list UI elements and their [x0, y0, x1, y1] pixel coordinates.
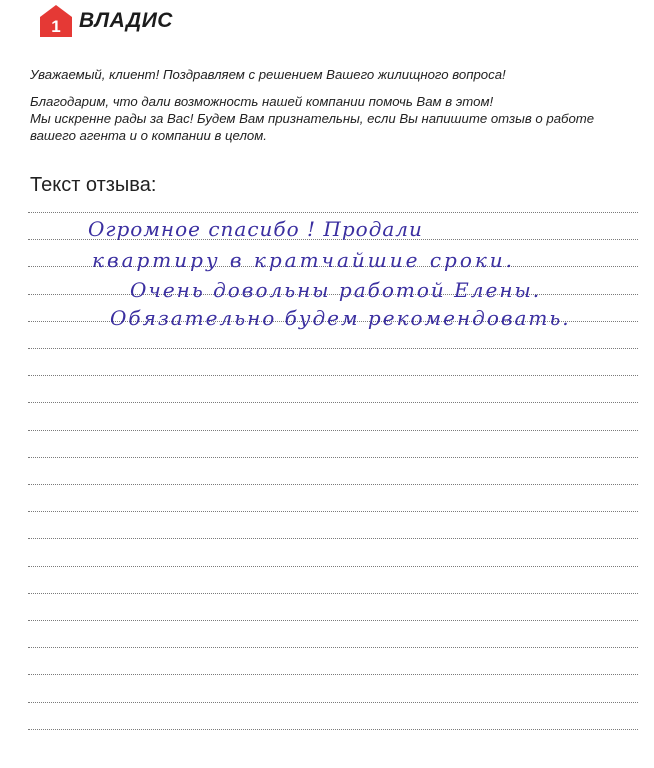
request-text: Мы искренне рады за Вас! Будем Вам признательны, если Вы напишите отзыв о работе	[30, 111, 595, 126]
thanks-text: Благодарим, что дали возможность нашей компании помочь Вам в этом!	[30, 94, 494, 109]
handwritten-line: квартиру в кратчайшие сроки.	[92, 248, 516, 272]
ruled-line	[28, 674, 638, 675]
ruled-line	[28, 593, 638, 594]
brand-logo	[39, 4, 173, 38]
request-text-cont: вашего агента и о компании в целом.	[30, 128, 267, 143]
ruled-line	[28, 511, 638, 512]
house-logo-icon	[39, 4, 73, 38]
handwritten-line: Обязательно будем рекомендовать.	[110, 306, 571, 330]
ruled-line	[28, 348, 638, 349]
ruled-line	[28, 457, 638, 458]
greeting-text: Уважаемый, клиент! Поздравляем с решением Вашего жилищного вопроса!	[30, 67, 506, 82]
ruled-line	[28, 702, 638, 703]
ruled-line	[28, 538, 638, 539]
review-heading: Текст отзыва:	[30, 174, 157, 196]
handwritten-line: Огромное спасибо ! Продали	[88, 217, 423, 241]
intro-text	[30, 66, 630, 144]
svg-text:1: 1	[51, 17, 61, 36]
ruled-line	[28, 566, 638, 567]
handwritten-line: Очень довольны работой Елены.	[130, 278, 542, 302]
ruled-line	[28, 484, 638, 485]
ruled-line	[28, 212, 638, 213]
ruled-line	[28, 430, 638, 431]
ruled-line	[28, 729, 638, 730]
ruled-line	[28, 402, 638, 403]
ruled-line	[28, 375, 638, 376]
brand-name: ВЛАДИС	[79, 9, 173, 32]
ruled-line	[28, 620, 638, 621]
ruled-line	[28, 647, 638, 648]
